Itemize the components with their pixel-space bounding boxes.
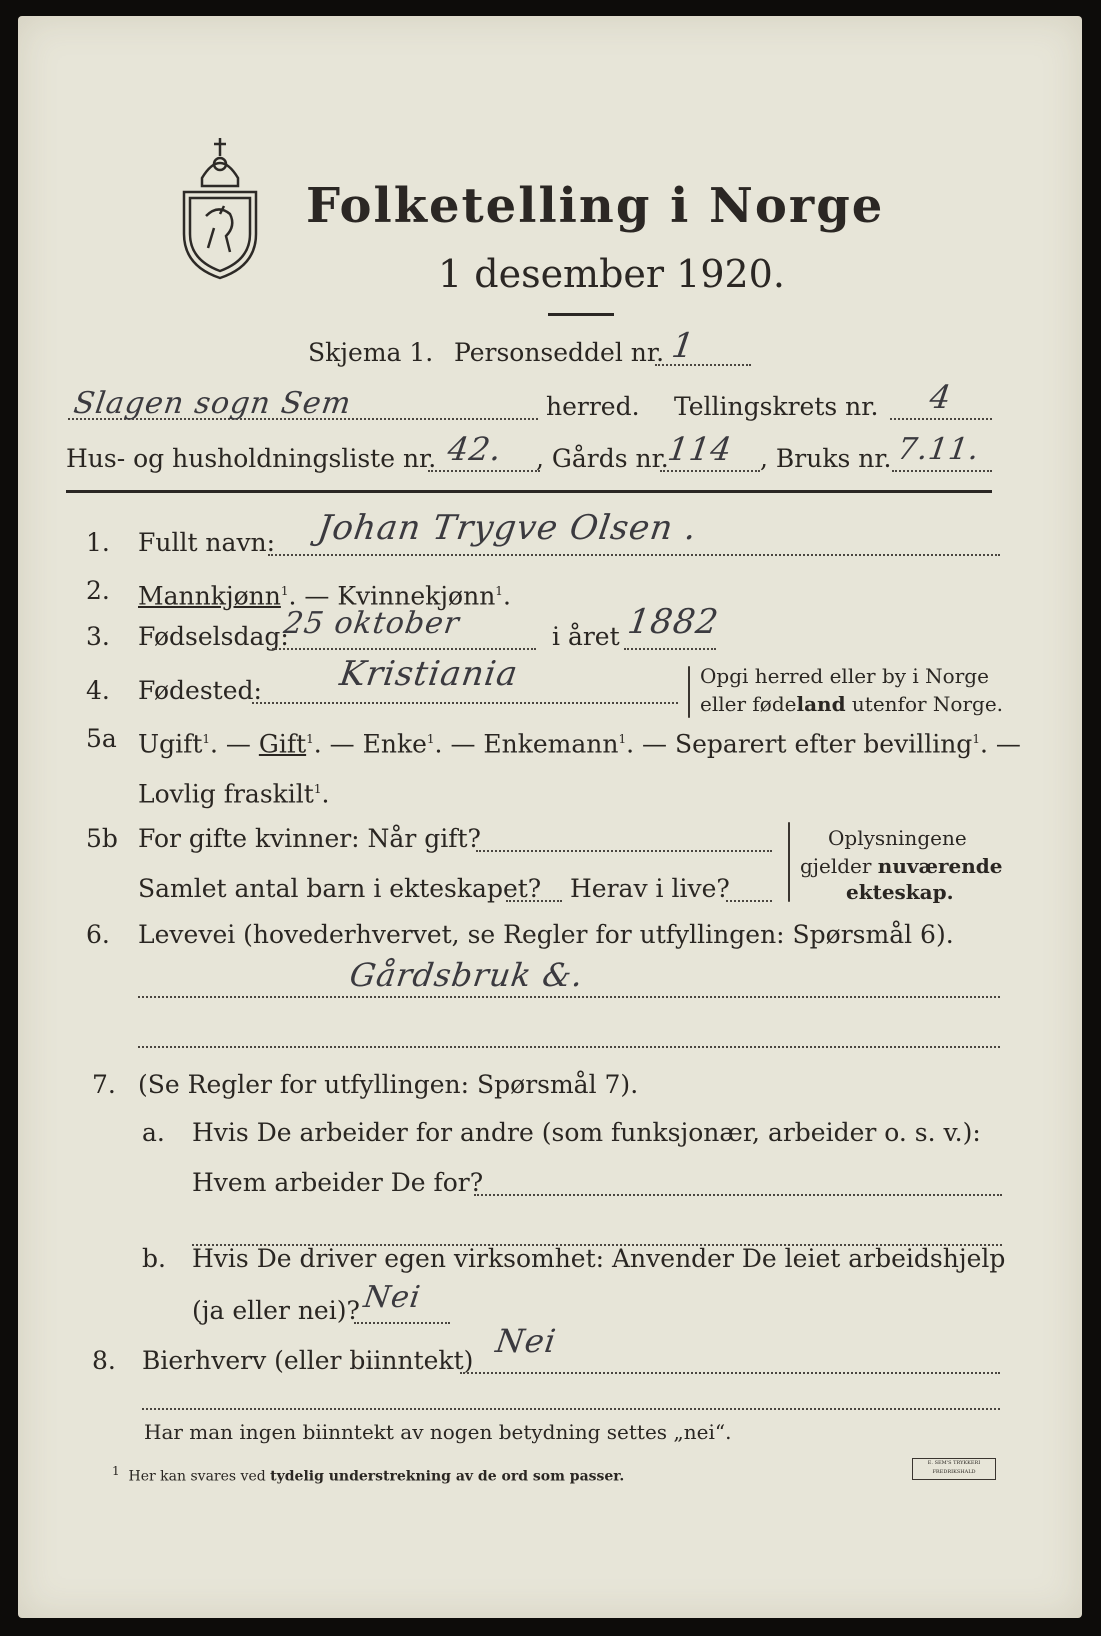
- tellingskrets-line: [890, 418, 992, 420]
- q5a-options: Ugift$^1$. — Gift$^1$. — Enke$^1$. — Enkemann$^1$. — Separert efter bevilling$^1$. —: [138, 729, 1021, 759]
- gift-option[interactable]: Gift: [258, 729, 307, 759]
- q6-number: 6.: [86, 920, 110, 949]
- tellingskrets-value[interactable]: 4: [927, 378, 955, 416]
- q5b-married-line[interactable]: [476, 850, 772, 852]
- q5b-children-label: Samlet antal barn i ekteskapet?: [138, 874, 542, 903]
- footnote-mark: 1: [112, 1464, 120, 1478]
- separert-option[interactable]: Separert efter bevilling: [674, 729, 973, 759]
- fraskilt-option[interactable]: Lovlig fraskilt: [138, 779, 314, 809]
- q5a-number: 5a: [86, 724, 117, 753]
- q4-note-line1: Opgi herred eller by i Norge: [700, 664, 989, 688]
- q8-line1: [460, 1372, 1000, 1374]
- q7-number: 7.: [92, 1070, 116, 1099]
- q7a-question: Hvem arbeider De for?: [192, 1168, 484, 1197]
- full-name-value[interactable]: Johan Trygve Olsen .: [315, 508, 700, 548]
- q8-number: 8.: [92, 1346, 116, 1375]
- bruks-line: [892, 470, 992, 472]
- year-label: i året: [552, 622, 620, 651]
- q5a-line2: Lovlig fraskilt$^1$.: [138, 779, 330, 809]
- q3-number: 3.: [86, 622, 110, 651]
- q5b-number: 5b: [86, 824, 118, 853]
- herred-label: herred.: [546, 392, 640, 421]
- enke-option[interactable]: Enke: [362, 729, 427, 759]
- sex-female-option[interactable]: Kvinnekjønn: [337, 581, 496, 611]
- birthday-value[interactable]: 25 oktober: [281, 606, 462, 641]
- footnote-text-b: tydelig understrekning av de ord som passer.: [270, 1468, 625, 1485]
- gards-line: [660, 470, 760, 472]
- q4-number: 4.: [86, 676, 110, 705]
- q3-label: Fødselsdag:: [138, 622, 289, 651]
- q5b-note-a: gjelder: [800, 854, 878, 878]
- q5b-when-married: For gifte kvinner: Når gift?: [138, 824, 481, 853]
- sex-male-option[interactable]: Mannkjønn: [138, 581, 281, 611]
- tellingskrets-label: Tellingskrets nr.: [674, 392, 879, 421]
- gards-label: , Gårds nr.: [536, 444, 669, 473]
- q1-label: Fullt navn:: [138, 528, 276, 557]
- footnote-text-a: Her kan svares ved: [128, 1468, 271, 1485]
- q1-line: [268, 554, 1000, 556]
- footer-note: Har man ingen biinntekt av nogen betydning settes „nei“.: [144, 1420, 732, 1444]
- q7-label: (Se Regler for utfyllingen: Spørsmål 7).: [138, 1070, 639, 1099]
- title-rule: [548, 313, 614, 316]
- gards-value[interactable]: 114: [665, 430, 735, 468]
- personseddel-value[interactable]: 1: [669, 326, 698, 366]
- q5b-note-b: nuværende: [877, 854, 1003, 878]
- hus-value[interactable]: 42.: [445, 430, 505, 468]
- footnote: [112, 1464, 624, 1485]
- q6-line1: [138, 996, 1000, 998]
- q2-end: .: [502, 581, 511, 611]
- q6-label: Levevei (hovederhvervet, se Regler for utfyllingen: Spørsmål 6).: [138, 920, 954, 949]
- q8-line2: [142, 1408, 1000, 1410]
- side-income-value[interactable]: Nei: [493, 1322, 559, 1360]
- q6-line2: [138, 1046, 1000, 1048]
- bruks-value[interactable]: 7.11.: [895, 432, 982, 467]
- hired-help-value[interactable]: Nei: [361, 1280, 424, 1315]
- printer-stamp: E. SEM'S TRYKKERI FREDRIKSHALD: [912, 1458, 996, 1480]
- q7b-question: (ja eller nei)?: [192, 1296, 360, 1325]
- q2-number: 2.: [86, 576, 110, 605]
- q5b-alive-label: Herav i live?: [570, 874, 730, 903]
- q5b-note-line3: ekteskap.: [846, 880, 954, 904]
- q5b-brace: [788, 822, 790, 902]
- hus-line: [428, 470, 540, 472]
- q7b-text: Hvis De driver egen virksomhet: Anvender De leiet arbeidshjelp: [192, 1244, 1006, 1273]
- herred-value[interactable]: Slagen sogn Sem: [71, 386, 354, 421]
- q8-label: Bierhverv (eller biinntekt): [142, 1346, 474, 1375]
- q5b-note-line1: Oplysningene: [828, 826, 967, 850]
- occupation-value[interactable]: Gårdsbruk &.: [347, 956, 587, 994]
- q4-line: [252, 702, 678, 704]
- q2-sep: . —: [288, 581, 338, 611]
- q4-note-a: eller føde: [700, 692, 797, 716]
- norway-coat-of-arms-icon: [172, 130, 268, 282]
- q4-note-b: land: [796, 692, 846, 716]
- birth-year-value[interactable]: 1882: [625, 602, 722, 642]
- q4-label: Fødested:: [138, 676, 262, 705]
- ugift-option[interactable]: Ugift: [138, 729, 203, 759]
- year-line: [624, 648, 716, 650]
- enkemann-option[interactable]: Enkemann: [483, 729, 619, 759]
- q7a-letter: a.: [142, 1118, 165, 1147]
- header-divider: [66, 490, 992, 493]
- census-date: 1 desember 1920.: [438, 252, 785, 296]
- form-title: Folketelling i Norge: [306, 178, 885, 234]
- q2-options: Mannkjønn$^1$. — Kvinnekjønn$^1$.: [138, 581, 511, 611]
- q7b-letter: b.: [142, 1244, 166, 1273]
- hus-label: Hus- og husholdningsliste nr.: [66, 444, 437, 473]
- q5b-alive-line[interactable]: [726, 900, 772, 902]
- schema-label: Skjema 1.: [308, 338, 434, 367]
- q7a-line1[interactable]: [474, 1194, 1002, 1196]
- q3-line: [272, 648, 536, 650]
- q7a-text: Hvis De arbeider for andre (som funksjonær, arbeider o. s. v.):: [192, 1118, 981, 1147]
- q4-brace: [688, 666, 690, 718]
- personseddel-label: Personseddel nr.: [454, 338, 665, 367]
- q4-note-c: utenfor Norge.: [845, 692, 1004, 716]
- bruks-label: , Bruks nr.: [760, 444, 892, 473]
- birthplace-value[interactable]: Kristiania: [337, 654, 521, 694]
- q7b-line: [354, 1322, 450, 1324]
- q5b-note-line2: [800, 854, 1003, 878]
- q4-note-line2: [700, 692, 1003, 716]
- q5b-children-line[interactable]: [506, 900, 562, 902]
- q1-number: 1.: [86, 528, 110, 557]
